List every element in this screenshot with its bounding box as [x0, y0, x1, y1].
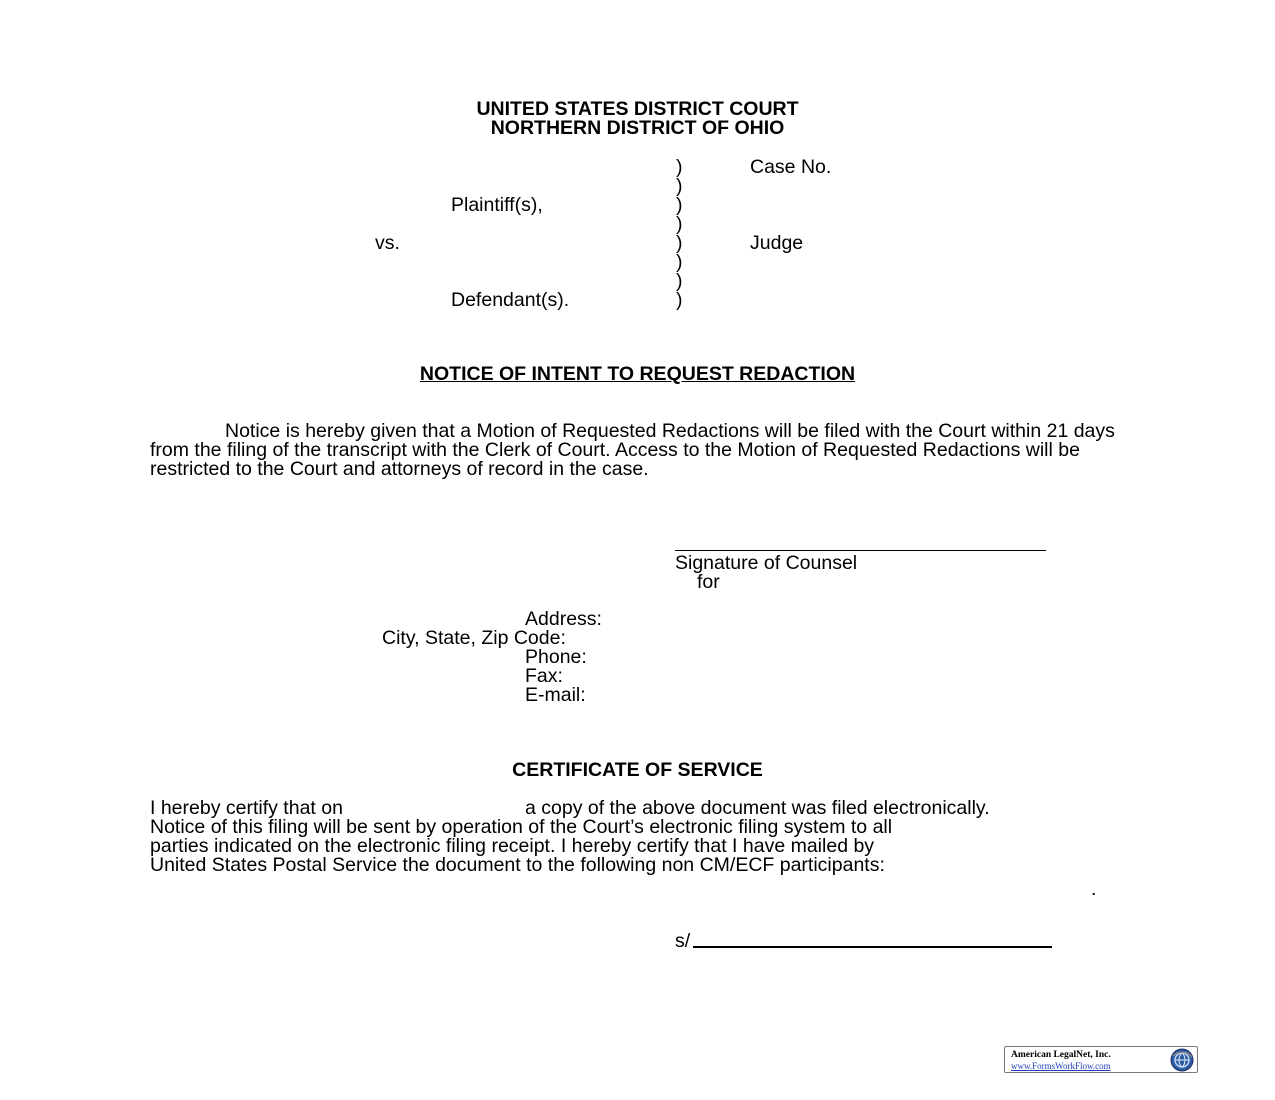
- caption-paren: ): [676, 194, 683, 216]
- court-district: NORTHERN DISTRICT OF OHIO: [490, 117, 785, 139]
- caption-paren: ): [676, 270, 683, 292]
- fax-label: Fax:: [525, 665, 563, 687]
- signature-label: Signature of Counsel: [675, 552, 858, 574]
- caption-paren: ): [676, 156, 683, 178]
- caption-paren: ): [676, 232, 683, 254]
- defendant-label: Defendant(s).: [451, 289, 570, 311]
- signature-line: [675, 550, 1046, 551]
- certificate-title: CERTIFICATE OF SERVICE: [512, 759, 763, 781]
- city-state-zip-label: City, State, Zip Code:: [382, 627, 566, 649]
- caption-paren: ): [676, 289, 683, 311]
- certificate-line-end: a copy of the above document was filed electronically.: [525, 797, 990, 819]
- versus-label: vs.: [375, 232, 400, 254]
- plaintiff-label: Plaintiff(s),: [451, 194, 543, 216]
- caption-paren: ): [676, 213, 683, 235]
- email-label: E-mail:: [525, 684, 586, 706]
- electronic-signature-prefix: s/: [675, 930, 691, 952]
- court-name: UNITED STATES DISTRICT COURT: [476, 98, 799, 120]
- address-label: Address:: [525, 608, 602, 630]
- logo-name: American LegalNet, Inc.: [1011, 1050, 1111, 1060]
- caption-paren: ): [676, 251, 683, 273]
- case-number-label: Case No.: [750, 156, 832, 178]
- certificate-line-start: I hereby certify that on: [150, 797, 343, 819]
- judge-label: Judge: [750, 232, 804, 254]
- certificate-line: United States Postal Service the document to the following non CM/ECF participants:: [150, 854, 885, 876]
- certificate-line: parties indicated on the electronic filing receipt. I hereby certify that I have mailed by: [150, 835, 875, 857]
- certificate-line: Notice of this filing will be sent by operation of the Court’s electronic filing system to all: [150, 816, 893, 838]
- logo-url[interactable]: www.FormsWorkFlow.com: [1011, 1061, 1111, 1071]
- participants-period: .: [1091, 878, 1097, 900]
- caption-paren: ): [676, 175, 683, 197]
- globe-icon: [1170, 1048, 1194, 1072]
- electronic-signature-line: [693, 946, 1052, 948]
- signature-for-label: for: [697, 571, 720, 593]
- phone-label: Phone:: [525, 646, 587, 668]
- notice-body: Notice is hereby given that a Motion of Requested Redactions will be filed with the Court within 21 days from the filing of the transcript with the Clerk of Court. Access to the Motion of Requested Redactions will be restricted to the Court and attorneys of record in the case.: [150, 420, 1115, 480]
- american-legalnet-logo[interactable]: [1004, 1046, 1198, 1073]
- notice-title: NOTICE OF INTENT TO REQUEST REDACTION: [419, 363, 856, 385]
